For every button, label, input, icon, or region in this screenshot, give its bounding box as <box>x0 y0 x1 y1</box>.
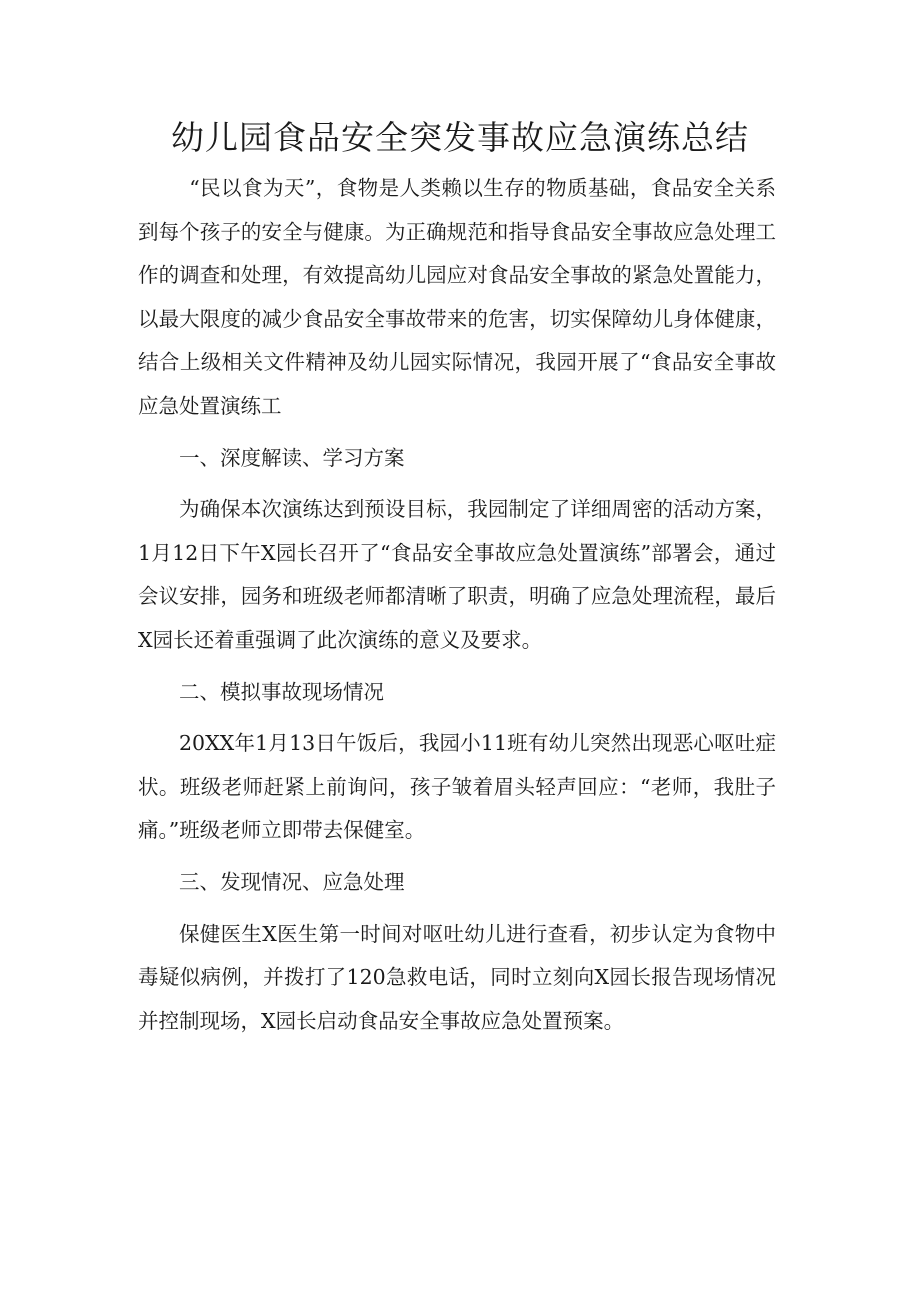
section-heading-1: 一、深度解读、学习方案 <box>179 445 405 470</box>
document-body <box>138 167 776 1043</box>
spacer <box>138 429 776 437</box>
document-title: 幼儿园食品安全突发事故应急演练总结 <box>171 118 749 157</box>
section-heading-3: 三、发现情况、应急处理 <box>179 869 405 894</box>
spacer <box>138 663 776 671</box>
spacer <box>138 714 776 722</box>
spacer <box>138 480 776 488</box>
spacer <box>138 905 776 913</box>
section-heading-2: 二、模拟事故现场情况 <box>179 679 384 704</box>
section-paragraph-2: 20XX年1月13日午饭后，我园小11班有幼儿突然出现恶心呕吐症状。班级老师赶紧上前询问，孩子皱着眉头轻声回应：“老师，我肚子痛。”班级老师立即带去保健室。 <box>138 731 776 843</box>
spacer <box>138 853 776 861</box>
section-paragraph-3: 保健医生X医生第一时间对呕吐幼儿进行查看，初步认定为食物中毒疑似病例，并拨打了120急救电话，同时立刻向X园长报告现场情况并控制现场，X园长启动食品安全事故应急处置预案。 <box>138 921 776 1033</box>
intro-paragraph: “民以食为天”，食物是人类赖以生存的物质基础，食品安全关系到每个孩子的安全与健康。为正确规范和指导食品安全事故应急处理工作的调查和处理，有效提高幼儿园应对食品安全事故的紧急处置能力，以最大限度的减少食品安全事故带来的危害，切实保障幼儿身体健康，结合上级相关文件精神及幼儿园实际情况，我园开展了“食品安全事故应急处置演练工 <box>138 176 776 418</box>
section-paragraph-1: 为确保本次演练达到预设目标，我园制定了详细周密的活动方案，1月12日下午X园长召开了“食品安全事故应急处置演练”部署会，通过会议安排，园务和班级老师都清晰了职责，明确了应急处理流程，最后X园长还着重强调了此次演练的意义及要求。 <box>138 497 776 652</box>
